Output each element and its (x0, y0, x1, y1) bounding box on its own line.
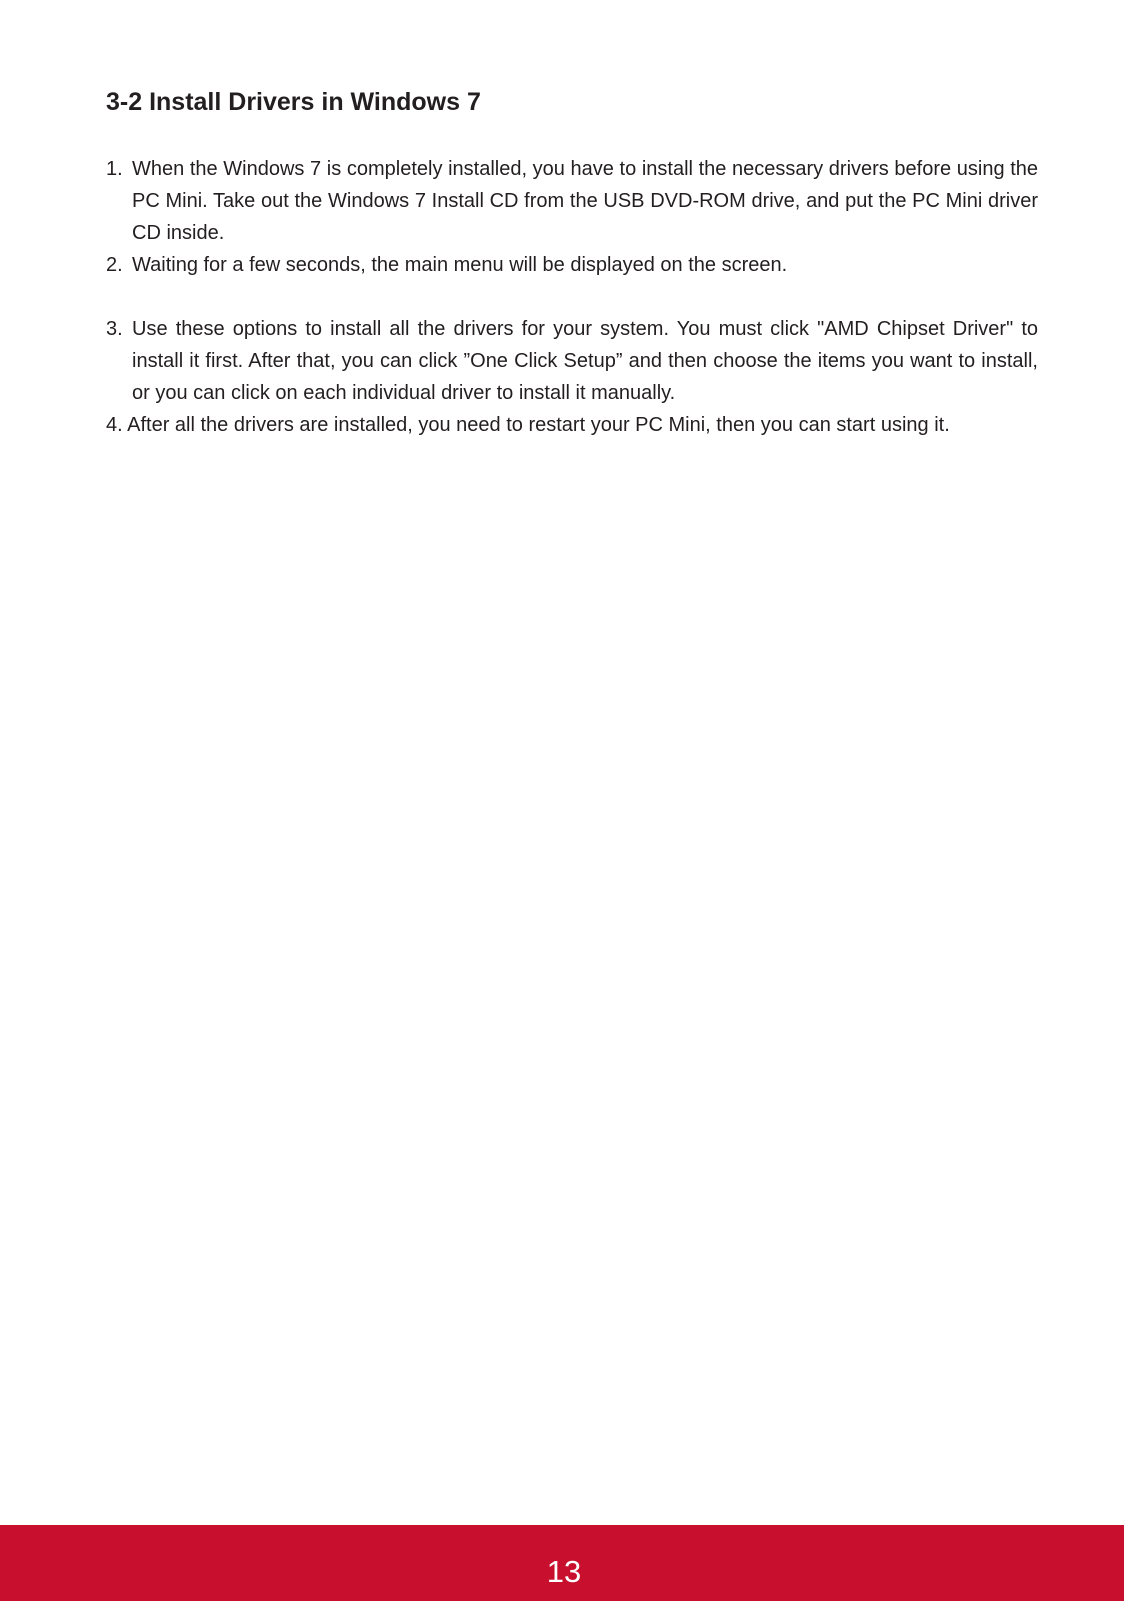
step-number: 2. (106, 254, 123, 276)
page-title: 3-2 Install Drivers in Windows 7 (106, 88, 481, 116)
instruction-list (106, 153, 1038, 441)
list-item (106, 409, 1038, 441)
step-number: 1. (106, 158, 123, 180)
step-number: 3. (106, 318, 123, 340)
step-text: Use these options to install all the drivers for your system. You must click "AMD Chipset Driver" to install it first. After that, you can click ”One Click Setup” and then choose the items you want to install, or you can click on each individual driver to install it manually. (132, 318, 1038, 404)
page-number: 13 (546, 1554, 582, 1589)
list-item (106, 153, 1038, 249)
list-item (106, 313, 1038, 409)
list-item (106, 249, 1038, 281)
page-edge (1124, 0, 1128, 1601)
step-text: After all the drivers are installed, you need to restart your PC Mini, then you can start using it. (127, 414, 950, 436)
step-text: When the Windows 7 is completely installed, you have to install the necessary drivers before using the PC Mini. Take out the Windows 7 Install CD from the USB DVD-ROM drive, and put the PC Mini driver CD inside. (132, 158, 1038, 244)
step-number: 4. (106, 414, 128, 436)
step-text: Waiting for a few seconds, the main menu will be displayed on the screen. (132, 254, 788, 276)
